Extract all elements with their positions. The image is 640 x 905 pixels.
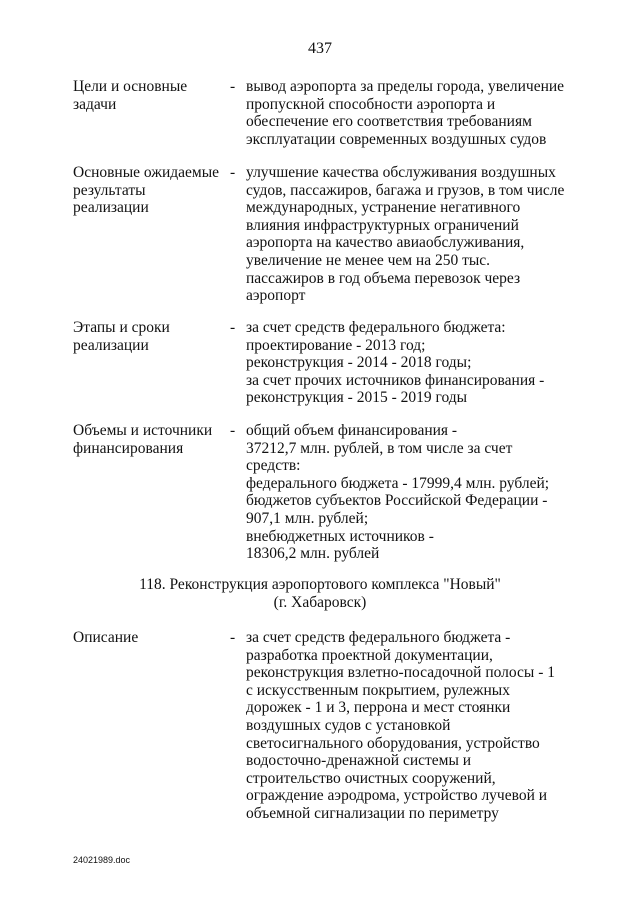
dash-marker: - bbox=[230, 422, 236, 439]
section-label: Объемы и источники финансирования bbox=[73, 422, 213, 457]
dash-marker: - bbox=[230, 319, 236, 336]
section-value: общий объем финансирования - 37212,7 млн. рублей, в том числе за счет средств: федерального бюджета - 17999,4 млн. рублей; бюджетов субъектов Российской Федерации - 907,1 млн. рублей; внебюджетных источников - 18306,2 млн. рублей bbox=[246, 422, 550, 563]
section-label: Основные ожидаемые результаты реализации bbox=[73, 164, 220, 217]
page-number: 437 bbox=[308, 40, 332, 57]
project-heading-title: 118. Реконструкция аэропортового комплекса "Новый" bbox=[139, 576, 501, 593]
section-value: за счет средств федерального бюджета: проектирование - 2013 год; реконструкция - 2014 - 2018 годы; за счет прочих источников финансирования - реконструкция - 2015 - 2019 годы bbox=[246, 319, 545, 407]
section-label: Цели и основные задачи bbox=[73, 78, 188, 113]
project-heading-location: (г. Хабаровск) bbox=[273, 594, 367, 611]
dash-marker: - bbox=[230, 629, 236, 646]
section-label: Этапы и сроки реализации bbox=[73, 319, 170, 354]
section-value: вывод аэропорта за пределы города, увеличение пропускной способности аэропорта и обеспечение его соответствия требованиям эксплуатации современных воздушных судов bbox=[246, 78, 565, 148]
dash-marker: - bbox=[230, 164, 236, 181]
dash-marker: - bbox=[230, 78, 236, 95]
document-filename: 24021989.doc bbox=[73, 855, 131, 865]
project-heading bbox=[60, 576, 580, 612]
section-label: Описание bbox=[73, 629, 139, 646]
section-value: за счет средств федерального бюджета - разработка проектной документации, реконструкция взлетно-посадочной полосы - 1 с искусственным покрытием, рулежных дорожек - 1 и 3, перрона и мест стоянки воздушных судов с установкой светосигнального оборудования, устройство водосточно-дренажной системы и строительство очистных сооружений, ограждение аэродрома, устройство лучевой и объемной сигнализации по периметру bbox=[246, 629, 556, 822]
section-value: улучшение качества обслуживания воздушных судов, пассажиров, багажа и грузов, в том числе международных, устранение негативного влияния инфраструктурных ограничений аэропорта на качество авиаобслуживания, увеличение не менее чем на 250 тыс. пассажиров в год объема перевозок через аэропорт bbox=[246, 164, 565, 305]
